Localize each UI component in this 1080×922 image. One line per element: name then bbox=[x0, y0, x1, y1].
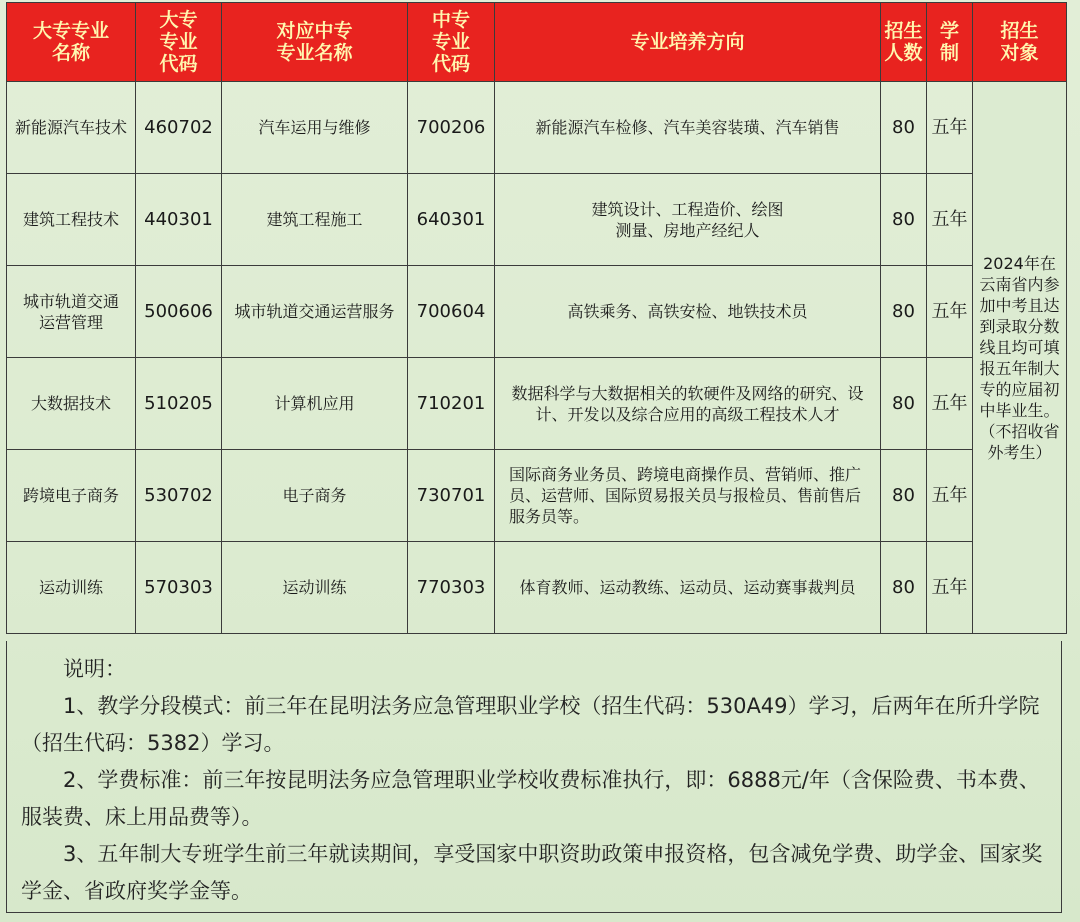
sec-major-code: 710201 bbox=[408, 358, 495, 450]
major-name: 大数据技术 bbox=[7, 358, 136, 450]
sec-major-name: 计算机应用 bbox=[222, 358, 408, 450]
major-name: 新能源汽车技术 bbox=[7, 82, 136, 174]
sec-major-code: 770303 bbox=[408, 542, 495, 634]
sec-major-name: 建筑工程施工 bbox=[222, 174, 408, 266]
sec-major-code: 640301 bbox=[408, 174, 495, 266]
note-item-1: 1、教学分段模式：前三年在昆明法务应急管理职业学校（招生代码：530A49）学习，后两年在所升学院（招生代码：5382）学习。 bbox=[21, 694, 1040, 755]
sec-major-code: 730701 bbox=[408, 450, 495, 542]
sec-major-name: 城市轨道交通运营服务 bbox=[222, 266, 408, 358]
training-direction: 建筑设计、工程造价、绘图测量、房地产经纪人 bbox=[495, 174, 881, 266]
major-name: 运动训练 bbox=[7, 542, 136, 634]
majors-table bbox=[6, 2, 1067, 634]
enroll-count: 80 bbox=[881, 82, 927, 174]
header-years: 学制 bbox=[927, 3, 973, 82]
sec-major-name: 运动训练 bbox=[222, 542, 408, 634]
training-direction: 高铁乘务、高铁安检、地铁技术员 bbox=[495, 266, 881, 358]
enroll-count: 80 bbox=[881, 450, 927, 542]
major-name: 跨境电子商务 bbox=[7, 450, 136, 542]
enroll-target: 2024年在云南省内参加中考且达到录取分数线且均可填报五年制大专的应届初中毕业生。（不招收省外考生） bbox=[973, 82, 1067, 634]
header-enroll: 招生人数 bbox=[881, 3, 927, 82]
major-name: 城市轨道交通运营管理 bbox=[7, 266, 136, 358]
program-years: 五年 bbox=[927, 82, 973, 174]
major-code: 460702 bbox=[136, 82, 222, 174]
major-code: 510205 bbox=[136, 358, 222, 450]
note-item-3: 3、五年制大专班学生前三年就读期间，享受国家中职资助政策申报资格，包含减免学费、助学金、国家奖学金、省政府奖学金等。 bbox=[21, 842, 1043, 903]
notes-section bbox=[6, 641, 1062, 913]
enroll-count: 80 bbox=[881, 542, 927, 634]
program-years: 五年 bbox=[927, 450, 973, 542]
table-row bbox=[7, 450, 1067, 542]
sec-major-code: 700604 bbox=[408, 266, 495, 358]
table-row bbox=[7, 82, 1067, 174]
program-years: 五年 bbox=[927, 358, 973, 450]
major-code: 570303 bbox=[136, 542, 222, 634]
training-direction: 国际商务业务员、跨境电商操作员、营销师、推广员、运营师、国际贸易报关员与报检员、售前售后服务员等。 bbox=[495, 450, 881, 542]
header-target: 招生对象 bbox=[973, 3, 1067, 82]
major-name: 建筑工程技术 bbox=[7, 174, 136, 266]
training-direction: 体育教师、运动教练、运动员、运动赛事裁判员 bbox=[495, 542, 881, 634]
notes-title: 说明： bbox=[63, 657, 126, 681]
table-row bbox=[7, 542, 1067, 634]
header-direction: 专业培养方向 bbox=[495, 3, 881, 82]
table-row bbox=[7, 266, 1067, 358]
training-direction: 数据科学与大数据相关的软硬件及网络的研究、设计、开发以及综合应用的高级工程技术人才 bbox=[495, 358, 881, 450]
sec-major-code: 700206 bbox=[408, 82, 495, 174]
enroll-count: 80 bbox=[881, 266, 927, 358]
program-years: 五年 bbox=[927, 542, 973, 634]
major-code: 530702 bbox=[136, 450, 222, 542]
enroll-count: 80 bbox=[881, 174, 927, 266]
note-item-2: 2、学费标准：前三年按昆明法务应急管理职业学校收费标准执行，即：6888元/年（含保险费、书本费、服装费、床上用品费等）。 bbox=[21, 768, 1040, 829]
program-years: 五年 bbox=[927, 266, 973, 358]
major-code: 500606 bbox=[136, 266, 222, 358]
enroll-count: 80 bbox=[881, 358, 927, 450]
header-sec-major: 对应中专专业名称 bbox=[222, 3, 408, 82]
table-header-row bbox=[7, 3, 1067, 82]
table-row bbox=[7, 174, 1067, 266]
training-direction: 新能源汽车检修、汽车美容装璜、汽车销售 bbox=[495, 82, 881, 174]
sec-major-name: 汽车运用与维修 bbox=[222, 82, 408, 174]
program-years: 五年 bbox=[927, 174, 973, 266]
header-major: 大专专业名称 bbox=[7, 3, 136, 82]
header-major-code: 大专专业代码 bbox=[136, 3, 222, 82]
header-sec-code: 中专专业代码 bbox=[408, 3, 495, 82]
sec-major-name: 电子商务 bbox=[222, 450, 408, 542]
major-code: 440301 bbox=[136, 174, 222, 266]
table-row bbox=[7, 358, 1067, 450]
